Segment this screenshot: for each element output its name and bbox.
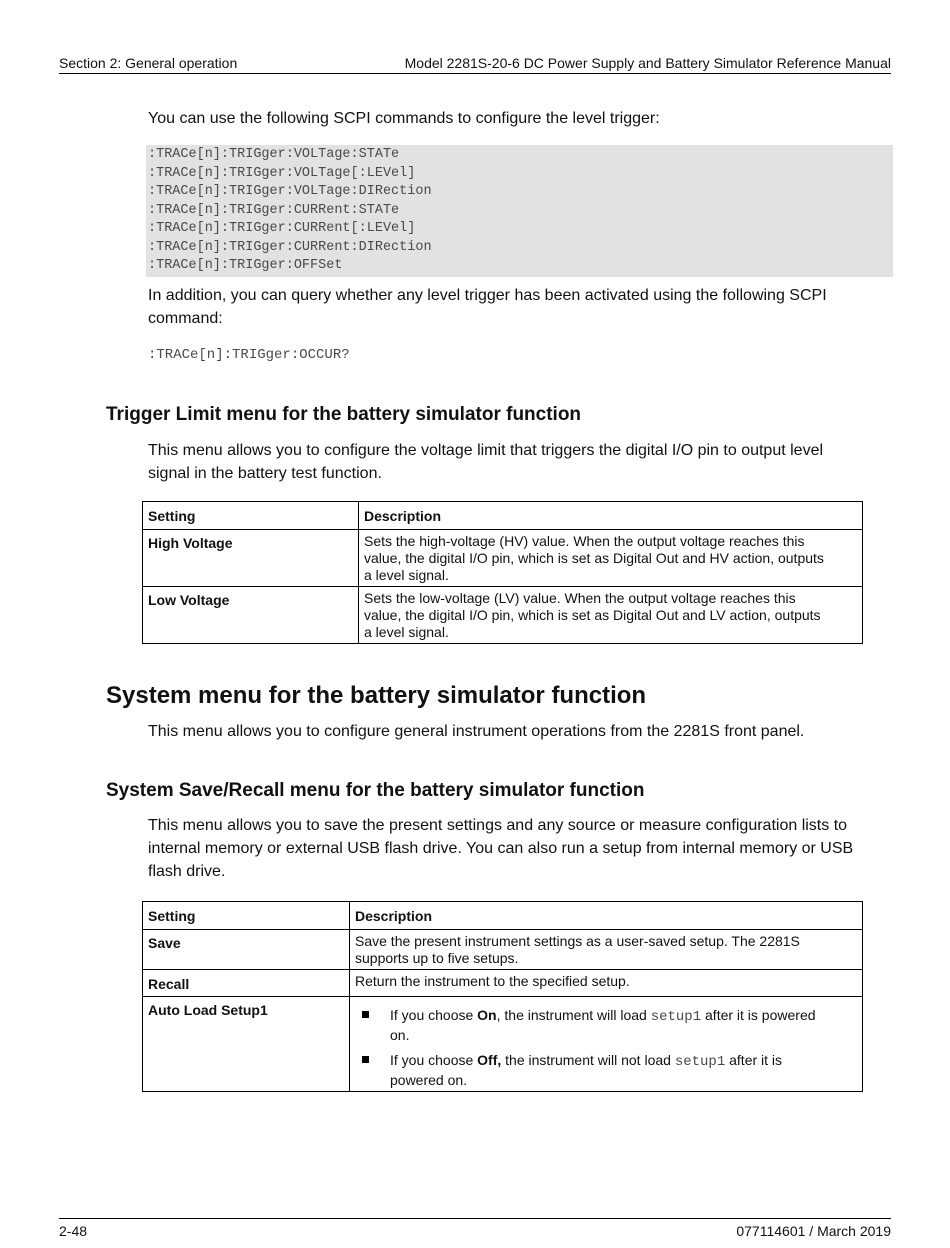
- setting-cell: Save: [143, 930, 350, 970]
- description-cell: Sets the low-voltage (LV) value. When the output voltage reaches this value, the digital I/O pin, which is set as Digital Out and LV action, outputs a level signal.: [359, 587, 863, 644]
- description-cell: Return the instrument to the specified setup.: [350, 970, 863, 997]
- setting-cell: High Voltage: [143, 530, 359, 587]
- system-menu-paragraph: This menu allows you to configure general instrument operations from the 2281S front panel.: [148, 723, 805, 740]
- setting-cell: Recall: [143, 970, 350, 997]
- trigger-limit-paragraph: This menu allows you to configure the voltage limit that triggers the digital I/O pin to output level signal in the battery test function.: [148, 442, 824, 482]
- description-cell: Sets the high-voltage (HV) value. When the output voltage reaches this value, the digital I/O pin, which is set as Digital Out and HV action, outputs a level signal.: [359, 530, 863, 587]
- scpi-command: :TRACe[n]:TRIGger:OFFSet: [148, 258, 343, 273]
- scpi-command-block: [146, 145, 893, 277]
- page-footer: [59, 1218, 891, 1239]
- setting-cell: Low Voltage: [143, 587, 359, 644]
- header-manual-title: Model 2281S-20-6 DC Power Supply and Battery Simulator Reference Manual: [404, 55, 891, 71]
- table-row: [143, 530, 863, 587]
- scpi-command: :TRACe[n]:TRIGger:VOLTage[:LEVel]: [148, 165, 416, 181]
- system-menu-heading: System menu for the battery simulator function: [106, 682, 647, 709]
- table-row: [143, 970, 863, 997]
- bullet-list: [355, 1006, 857, 1089]
- list-item: If you choose On, the instrument will load setup1 after it is powered on.: [355, 1006, 857, 1044]
- column-header-description: Description: [350, 902, 863, 930]
- save-recall-table: [142, 901, 863, 1092]
- scpi-command: :TRACe[n]:TRIGger:CURRent[:LEVel]: [148, 221, 416, 236]
- page-header: [59, 55, 891, 74]
- list-item: If you choose Off, the instrument will not load setup1 after it is powered on.: [355, 1051, 857, 1089]
- query-command: :TRACe[n]:TRIGger:OCCUR?: [148, 347, 350, 363]
- page-number: 2-48: [59, 1223, 88, 1239]
- trigger-limit-heading: Trigger Limit menu for the battery simulator function: [106, 404, 582, 425]
- document-number-date: 077114601 / March 2019: [736, 1223, 891, 1239]
- trigger-limit-table: [142, 501, 863, 644]
- save-recall-heading: System Save/Recall menu for the battery simulator function: [106, 780, 645, 801]
- table-header-row: [143, 502, 863, 530]
- query-paragraph: In addition, you can query whether any level trigger has been activated using the following SCPI command:: [148, 287, 827, 327]
- table-row: [143, 930, 863, 970]
- scpi-command: :TRACe[n]:TRIGger:CURRent:DIRection: [148, 239, 432, 255]
- intro-paragraph: You can use the following SCPI commands to configure the level trigger:: [148, 110, 660, 127]
- header-section: Section 2: General operation: [59, 55, 238, 71]
- square-bullet-icon: [362, 1011, 369, 1018]
- column-header-description: Description: [359, 502, 863, 530]
- scpi-command: :TRACe[n]:TRIGger:VOLTage:STATe: [148, 147, 400, 162]
- table-row: [143, 997, 863, 1092]
- column-header-setting: Setting: [143, 902, 350, 930]
- table-header-row: [143, 902, 863, 930]
- setting-cell: Auto Load Setup1: [143, 997, 350, 1092]
- save-recall-paragraph: This menu allows you to save the present settings and any source or measure configuration lists to internal memory or external USB flash drive. You can also run a setup from internal memory or USB flash drive.: [148, 817, 854, 880]
- description-cell: Save the present instrument settings as a user-saved setup. The 2281S supports up to five setups.: [350, 930, 863, 970]
- column-header-setting: Setting: [143, 502, 359, 530]
- square-bullet-icon: [362, 1056, 369, 1063]
- scpi-command: :TRACe[n]:TRIGger:VOLTage:DIRection: [148, 184, 432, 199]
- description-cell: [350, 997, 863, 1092]
- table-row: [143, 587, 863, 644]
- scpi-command: :TRACe[n]:TRIGger:CURRent:STATe: [148, 202, 400, 218]
